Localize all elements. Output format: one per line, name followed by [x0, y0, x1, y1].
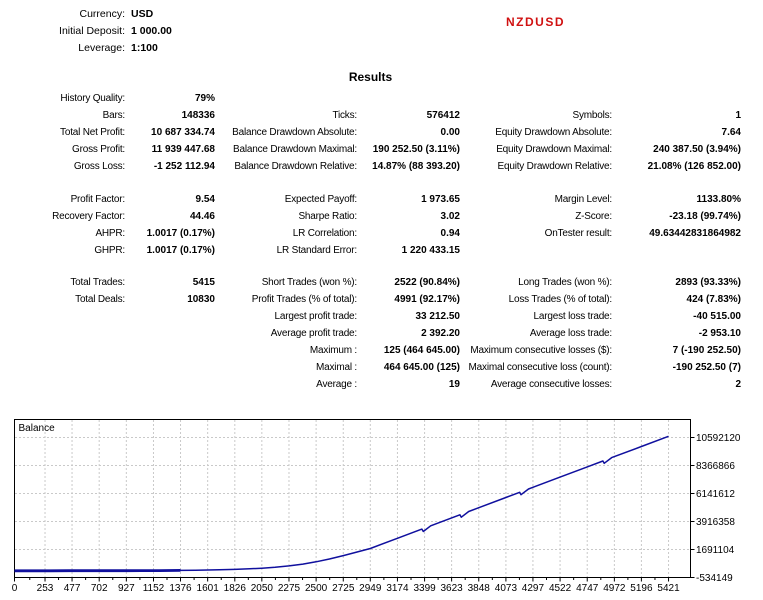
x-axis-tick-label: 3174 [386, 583, 409, 594]
stat-label: Recovery Factor: [52, 211, 125, 222]
stat-value: 3.02 [440, 211, 460, 222]
header-row [0, 6, 172, 23]
header-label: Leverage: [78, 42, 125, 54]
x-axis-tick-label: 2500 [304, 583, 328, 594]
stat-label: Gross Loss: [73, 161, 125, 172]
stat-value: 125 (464 645.00) [383, 345, 460, 356]
stat-value: 9.54 [195, 194, 215, 205]
stat-value [612, 90, 741, 107]
stat-label: Sharpe Ratio: [298, 211, 357, 222]
stat-value: 2893 (93.33%) [675, 277, 741, 288]
stat-value [125, 325, 215, 342]
stat-label: Gross Profit: [72, 144, 125, 155]
stat-value: 0.00 [440, 127, 460, 138]
stat-label: Expected Payoff: [284, 194, 357, 205]
x-axis-tick-label: 253 [36, 583, 54, 594]
stat-value: 4991 (92.17%) [394, 294, 460, 305]
header-row [0, 23, 172, 40]
stat-label: Total Deals: [75, 294, 125, 305]
stats-block [0, 90, 741, 175]
stat-value: 49.63442831864982 [649, 228, 741, 239]
stat-value: 7 (-190 252.50) [672, 345, 741, 356]
stat-value: 1133.80% [696, 194, 741, 205]
x-axis-tick-label: 4747 [576, 583, 599, 594]
stat-label: Average profit trade: [270, 328, 357, 339]
stat-value: 2522 (90.84%) [394, 277, 460, 288]
stat-value [125, 308, 215, 325]
stat-value: 2 [735, 379, 741, 390]
stat-label: Average loss trade: [529, 328, 612, 339]
stat-label [0, 376, 125, 393]
y-axis-tick-label: -534149 [696, 573, 733, 584]
x-axis-tick-label: 4297 [521, 583, 545, 594]
stat-label: LR Standard Error: [276, 245, 357, 256]
x-axis-tick-label: 702 [90, 583, 108, 594]
x-axis-tick-label: 927 [117, 583, 135, 594]
stat-label: Balance Drawdown Relative: [234, 161, 357, 172]
stat-value: 1 973.65 [421, 194, 460, 205]
stat-label [0, 308, 125, 325]
x-axis-tick-label: 3623 [440, 583, 463, 594]
stat-value [125, 342, 215, 359]
stat-value: 5415 [192, 277, 215, 288]
symbol-label: NZDUSD [506, 15, 565, 29]
stat-value: 79% [194, 93, 215, 104]
stat-label: Long Trades (won %): [518, 277, 612, 288]
balance-chart [11, 419, 763, 600]
stat-value [612, 242, 741, 259]
stat-label: Maximum consecutive losses ($): [470, 345, 612, 356]
stat-label: Average consecutive losses: [490, 379, 612, 390]
stat-label: Margin Level: [554, 194, 612, 205]
results-title: Results [348, 70, 393, 84]
stat-label: Balance Drawdown Absolute: [232, 127, 357, 138]
x-axis-tick-label: 1152 [142, 583, 165, 594]
header-value: 1 000.00 [131, 25, 172, 37]
report-header [0, 6, 172, 57]
stat-label [0, 325, 125, 342]
stat-value: 576412 [426, 110, 460, 121]
stat-label: Symbols: [572, 110, 612, 121]
stat-value: 240 387.50 (3.94%) [653, 144, 741, 155]
stats-block [0, 191, 741, 259]
stat-value: 1.0017 (0.17%) [146, 245, 215, 256]
stat-label: Equity Drawdown Maximal: [496, 144, 612, 155]
stat-label: Bars: [102, 110, 125, 121]
stat-label: AHPR: [95, 228, 125, 239]
stat-label: GHPR: [94, 245, 125, 256]
x-axis-tick-label: 3399 [413, 583, 436, 594]
stat-label [0, 359, 125, 376]
stat-value: -1 252 112.94 [153, 161, 215, 172]
stat-label [460, 242, 612, 259]
stat-label: Z-Score: [575, 211, 612, 222]
stat-label: Maximal consecutive loss (count): [468, 362, 612, 373]
stat-value: 10 687 334.74 [151, 127, 215, 138]
stat-value: 33 212.50 [415, 311, 460, 322]
stat-label: Equity Drawdown Absolute: [495, 127, 612, 138]
header-value: 1:100 [131, 42, 158, 54]
stat-label: Largest profit trade: [274, 311, 357, 322]
stat-label: OnTester result: [544, 228, 612, 239]
stat-value: -2 953.10 [698, 328, 741, 339]
stat-label: Profit Trades (% of total): [251, 294, 357, 305]
x-axis-tick-label: 2050 [250, 583, 273, 594]
stat-value: 1 220 433.15 [401, 245, 460, 256]
x-axis-tick-label: 4073 [494, 583, 518, 594]
stat-value: 0.94 [440, 228, 460, 239]
stat-label: Total Trades: [70, 277, 125, 288]
stat-value [125, 359, 215, 376]
stat-label: Average : [316, 379, 357, 390]
x-axis-tick-label: 2725 [332, 583, 355, 594]
stat-value [125, 376, 215, 393]
stat-value: 11 939 447.68 [151, 144, 215, 155]
x-axis-tick-label: 5421 [657, 583, 680, 594]
stat-label: Maximal : [316, 362, 357, 373]
stat-value: 21.08% (126 852.00) [647, 161, 741, 172]
stat-value: -23.18 (99.74%) [669, 211, 741, 222]
header-label: Currency: [79, 8, 125, 20]
stat-label [215, 90, 357, 107]
stat-label: Short Trades (won %): [261, 277, 357, 288]
stat-label [0, 342, 125, 359]
stat-label: LR Correlation: [292, 228, 357, 239]
stat-value: 464 645.00 (125) [383, 362, 460, 373]
y-axis-tick-label: 1691104 [696, 545, 735, 556]
stat-value: 14.87% (88 393.20) [372, 161, 460, 172]
stat-value: -190 252.50 (7) [672, 362, 741, 373]
x-axis-tick-label: 477 [63, 583, 81, 594]
x-axis-tick-label: 4972 [603, 583, 626, 594]
stat-label: Ticks: [332, 110, 357, 121]
stat-value: 148336 [181, 110, 215, 121]
header-row [0, 40, 172, 57]
stats-block [0, 274, 741, 393]
stat-label: Profit Factor: [70, 194, 125, 205]
stat-label [460, 90, 612, 107]
stats-table [0, 90, 741, 393]
x-axis-tick-label: 2275 [277, 583, 301, 594]
y-axis-tick-label: 8366866 [696, 460, 735, 472]
stat-label: Balance Drawdown Maximal: [233, 144, 357, 155]
x-axis-tick-label: 1601 [196, 583, 219, 594]
stat-value: 1 [735, 110, 741, 121]
stat-value: 1.0017 (0.17%) [146, 228, 215, 239]
x-axis-tick-label: 3848 [467, 583, 490, 594]
stat-value: 19 [448, 379, 460, 390]
y-axis-tick-label: 10592120 [696, 432, 741, 444]
stat-value: 190 252.50 (3.11%) [372, 144, 460, 155]
y-axis-tick-label: 6141612 [696, 488, 735, 500]
stat-label: Maximum : [309, 345, 357, 356]
x-axis-tick-label: 5196 [630, 583, 653, 594]
stat-label: Loss Trades (% of total): [508, 294, 612, 305]
balance-chart-svg [11, 419, 763, 600]
x-axis-tick-label: 0 [11, 583, 18, 594]
x-axis-tick-label: 2949 [359, 583, 382, 594]
stat-value: 7.64 [721, 127, 741, 138]
stat-label: Total Net Profit: [60, 127, 125, 138]
stat-value [357, 90, 460, 107]
stat-value: 10830 [187, 294, 215, 305]
x-axis-tick-label: 1376 [169, 583, 192, 594]
stat-label: Equity Drawdown Relative: [497, 161, 612, 172]
stat-value: 44.46 [189, 211, 215, 222]
stat-label: History Quality: [60, 93, 125, 104]
stat-value: 2 392.20 [421, 328, 460, 339]
header-label: Initial Deposit: [59, 25, 125, 37]
x-axis-tick-label: 4522 [548, 583, 572, 594]
chart-title: Balance [18, 423, 55, 434]
stat-value: -40 515.00 [693, 311, 741, 322]
header-value: USD [131, 8, 154, 20]
y-axis-tick-label: 3916358 [696, 517, 735, 528]
stat-label: Largest loss trade: [533, 311, 612, 322]
stat-value: 424 (7.83%) [686, 294, 741, 305]
x-axis-tick-label: 1826 [223, 583, 246, 594]
